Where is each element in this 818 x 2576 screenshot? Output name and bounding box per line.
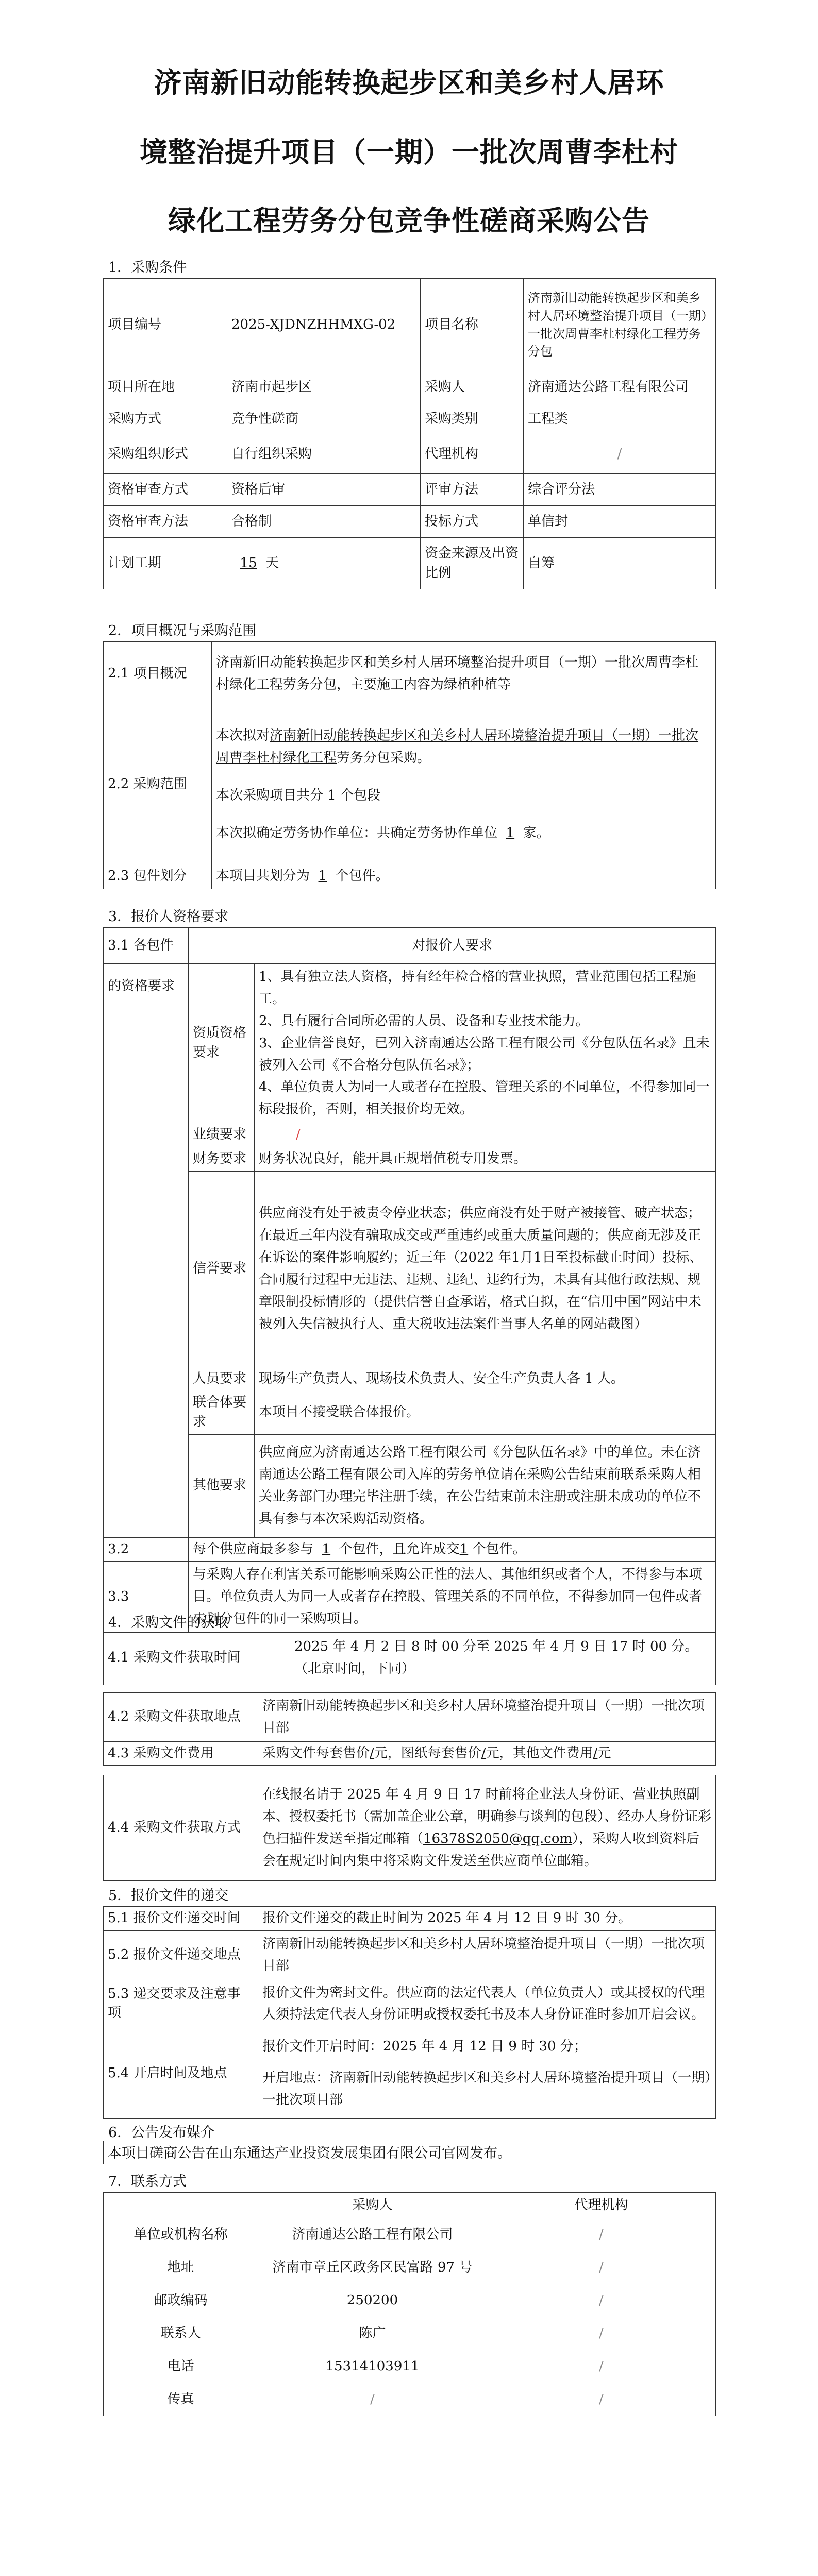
project-location: 济南市起步区	[227, 371, 421, 403]
financial-requirement: 财务状况良好，能开具正规增值税专用发票。	[255, 1147, 716, 1171]
label: 项目所在地	[104, 371, 227, 403]
joint-venture-requirement: 本项目不接受联合体报价。	[255, 1391, 716, 1434]
performance-requirement: /	[255, 1123, 716, 1147]
document-fee	[258, 1741, 716, 1766]
period-days: 15	[240, 555, 257, 571]
label: 3.2	[104, 1537, 189, 1562]
opening-info	[258, 2028, 716, 2119]
fund-source: 自筹	[524, 538, 716, 589]
title-line-2: 境整治提升项目（一期）一批次周曹李杜村	[140, 135, 678, 168]
qual-item: 4、单位负责人为同一人或者存在控股、管理关系的不同单位，不得参加同一标段报价，否则，相关报价均无效。	[259, 1079, 710, 1117]
fee-text: 元，图纸每套售价	[374, 1745, 481, 1761]
label: 2.3 包件划分	[104, 863, 212, 889]
agent-value: /	[487, 2317, 716, 2350]
corner-cell	[104, 2193, 258, 2218]
submission-time: 报价文件递交的截止时间为 2025 年 4 月 12 日 9 时 30 分。	[258, 1907, 716, 1931]
label: 联合体要求	[189, 1391, 255, 1434]
document-place-table	[103, 1692, 716, 1766]
row-label: 单位或机构名称	[104, 2218, 258, 2251]
procurement-scope	[212, 706, 716, 863]
procurement-method: 竞争性磋商	[227, 403, 421, 435]
label: 项目名称	[421, 279, 524, 371]
fee-text: 采购文件每套售价	[262, 1745, 370, 1761]
title-line-1: 济南新旧动能转换起步区和美乡村人居环	[154, 66, 664, 99]
fee-value: /	[593, 1745, 598, 1761]
submission-place: 济南新旧动能转换起步区和美乡村人居环境整治提升项目（一期）一批次项目部	[258, 1930, 716, 1979]
label: 业绩要求	[189, 1123, 255, 1147]
fee-value: /	[370, 1745, 374, 1761]
limit-count: 1	[459, 1541, 469, 1557]
section-5-heading: 5．报价文件的递交	[108, 1888, 229, 1904]
planned-period	[227, 538, 421, 589]
label: 4.3 采购文件费用	[104, 1741, 258, 1766]
buyer-value: 15314103911	[258, 2350, 487, 2383]
scope-text: 劳务分包采购。	[337, 750, 431, 766]
submission-table	[103, 1906, 716, 2119]
limit-text: 个包件。	[472, 1541, 526, 1557]
col-header: 代理机构	[487, 2193, 716, 2218]
label: 资质资格要求	[189, 964, 255, 1123]
label: 3.3	[104, 1562, 189, 1633]
media-notice: 本项目磋商公告在山东通达产业投资发展集团有限公司官网发布。	[103, 2141, 715, 2164]
scope-text: 本次拟对	[216, 728, 270, 744]
label: 5.2 报价文件递交地点	[104, 1930, 258, 1979]
section-6-heading: 6．公告发布媒介	[108, 2125, 215, 2141]
label: 采购方式	[104, 403, 227, 435]
label: 采购人	[421, 371, 524, 403]
label: 其他要求	[189, 1434, 255, 1537]
way-text: ），采购人收到资料后会在规定时间内集中将采购文件发送至供应商单位邮箱。	[262, 1831, 700, 1869]
review-type: 资格后审	[227, 474, 421, 506]
fee-value: /	[481, 1745, 486, 1761]
qualification-requirements	[255, 964, 716, 1123]
label: 采购类别	[421, 403, 524, 435]
label: 4.2 采购文件获取地点	[104, 1693, 258, 1742]
label: 项目编号	[104, 279, 227, 371]
project-overview: 济南新旧动能转换起步区和美乡村人居环境整治提升项目（一期）一批次周曹李杜村绿化工程劳务分包，主要施工内容为绿植种植等	[212, 642, 716, 706]
scope-packages: 本次采购项目共分 1 个包段	[216, 788, 381, 803]
package-limit	[189, 1537, 716, 1562]
scope-project: 济南新旧动能转换起步区和美乡村人居环境整治提升项目（一期）一批次周曹李杜村绿化工程	[216, 728, 699, 766]
section-1-heading: 1．采购条件	[108, 260, 187, 276]
pkg-text: 本项目共划分为	[216, 868, 310, 884]
conflict-of-interest: 与采购人存在利害关系可能影响采购公正性的法人、其他组织或者个人，不得参与本项目。单位负责人为同一人或者存在控股、管理关系的不同单位，不得参加同一包件或者未划分包件的同一采购项目。	[189, 1562, 716, 1633]
buyer-value: 济南通达公路工程有限公司	[258, 2218, 487, 2251]
project-overview-table	[103, 641, 716, 889]
document-acquisition-table	[103, 1631, 716, 1685]
buyer-value: 济南市章丘区政务区民富路 97 号	[258, 2251, 487, 2284]
limit-text: 个包件，且允许成交	[339, 1541, 460, 1557]
title-line-3: 绿化工程劳务分包竞争性磋商采购公告	[168, 204, 650, 237]
agent: /	[524, 435, 716, 474]
section-7-heading: 7．联系方式	[108, 2174, 187, 2190]
project-name: 济南新旧动能转换起步区和美乡村人居环境整治提升项目（一期）一批次周曹李杜村绿化工程劳务分包	[524, 279, 716, 371]
review-method: 合格制	[227, 506, 421, 538]
agent-value: /	[487, 2350, 716, 2383]
procurement-conditions-table	[103, 278, 716, 589]
qual-item: 3、企业信誉良好，已列入济南通达公路工程有限公司《分包队伍名录》且未被列入公司《不合格分包队伍名录》；	[259, 1035, 710, 1073]
agent-value: /	[487, 2218, 716, 2251]
label: 代理机构	[421, 435, 524, 474]
label: 5.4 开启时间及地点	[104, 2028, 258, 2119]
label: 4.4 采购文件获取方式	[104, 1775, 258, 1881]
col-header: 采购人	[258, 2193, 487, 2218]
other-requirement: 供应商应为济南通达公路工程有限公司《分包队伍名录》中的单位。未在济南通达公路工程有限公司入库的劳务单位请在采购公告结束前联系采购人相关业务部门办理完毕注册手续，在公告结束前未注册或注册未成功的单位不具有参与本次采购活动资格。	[255, 1434, 716, 1537]
buyer-value: 陈广	[258, 2317, 487, 2350]
qual-item: 2、具有履行合同所必需的人员、设备和专业技术能力。	[259, 1013, 589, 1029]
label: 资格审查方式	[104, 474, 227, 506]
limit-text: 每个供应商最多参与	[193, 1541, 314, 1557]
unit-count: 1	[506, 825, 515, 841]
agent-value: /	[487, 2284, 716, 2317]
label: 信誉要求	[189, 1171, 255, 1367]
row-label: 地址	[104, 2251, 258, 2284]
credit-requirement: 供应商没有处于被责令停业状态；供应商没有处于财产被接管、破产状态；在最近三年内没有骗取成交或严重违约或重大质量问题的；供应商无涉及正在诉讼的案件影响履约；近三年（2022 年1月1日至投标截止时间）投标、合同履行过程中无违法、违规、违纪、违约行为，未具有其他行政法规、规章限制投标情形的（提供信誉自查承诺，格式自拟，在“信用中国”网站中未被列入失信被执行人、重大税收违法案件当事人名单的网站截图）	[255, 1171, 716, 1367]
acquisition-way	[258, 1775, 716, 1881]
contact-table	[103, 2192, 716, 2416]
fee-text: 元，其他文件费用	[486, 1745, 593, 1761]
col-header: 3.1 各包件	[104, 928, 189, 964]
agent-value: /	[487, 2383, 716, 2416]
row-label: 传真	[104, 2383, 258, 2416]
label: 资金来源及出资比例	[421, 538, 524, 589]
row-label: 电话	[104, 2350, 258, 2383]
buyer-value: 250200	[258, 2284, 487, 2317]
agent-value: /	[487, 2251, 716, 2284]
label: 4.1 采购文件获取时间	[104, 1631, 258, 1685]
acquisition-place: 济南新旧动能转换起步区和美乡村人居环境整治提升项目（一期）一批次项目部	[258, 1693, 716, 1742]
procurement-category: 工程类	[524, 403, 716, 435]
row-label: 联系人	[104, 2317, 258, 2350]
qualification-table	[103, 927, 716, 1633]
submission-notes: 报价文件为密封文件。供应商的法定代表人（单位负责人）或其授权的代理人须持法定代表人身份证明或授权委托书及本人身份证准时参加开启会议。	[258, 1979, 716, 2028]
label: 评审方法	[421, 474, 524, 506]
section-3-heading: 3．报价人资格要求	[108, 909, 229, 925]
label: 资格审查方法	[104, 506, 227, 538]
acquisition-time: 2025 年 4 月 2 日 8 时 00 分至 2025 年 4 月 9 日 17 时 00 分。（北京时间，下同）	[258, 1631, 716, 1685]
pkg-text: 个包件。	[335, 868, 389, 884]
way-text: 在线报名请于 2025 年 4 月 9 日 17 时前将企业法人身份证、营业执照副本、授权委托书（需加盖企业公章，明确参与谈判的包段）、经办人身份证彩色扫描件发送至指定邮箱（	[262, 1787, 712, 1846]
label: 2.2 采购范围	[104, 706, 212, 863]
label: 2.1 项目概况	[104, 642, 212, 706]
qual-item: 1、具有独立法人资格，持有经年检合格的营业执照，营业范围包括工程施工。	[259, 969, 696, 1007]
scope-text: 本次拟确定劳务协作单位：共确定劳务协作单位	[216, 825, 498, 841]
bid-method: 单信封	[524, 506, 716, 538]
staff-requirement: 现场生产负责人、现场技术负责人、安全生产负责人各 1 人。	[255, 1367, 716, 1391]
section-4-heading: 4．采购文件的获取	[108, 1615, 229, 1631]
label: 计划工期	[104, 538, 227, 589]
label: 5.1 报价文件递交时间	[104, 1907, 258, 1931]
scope-text: 家。	[523, 825, 550, 841]
package-division	[212, 863, 716, 889]
submission-email[interactable]: 16378S2050@qq.com	[423, 1831, 573, 1846]
fee-text: 元	[597, 1745, 611, 1761]
buyer-value: /	[258, 2383, 487, 2416]
label: 投标方式	[421, 506, 524, 538]
project-number: 2025-XJDNZHHMXG-02	[227, 279, 421, 371]
evaluation-method: 综合评分法	[524, 474, 716, 506]
period-unit: 天	[265, 555, 279, 571]
section-2-heading: 2．项目概况与采购范围	[108, 623, 257, 639]
buyer: 济南通达公路工程有限公司	[524, 371, 716, 403]
qualification-group: 的资格要求	[104, 964, 189, 1538]
pkg-count: 1	[318, 868, 327, 884]
opening-time: 报价文件开启时间：2025 年 4 月 12 日 9 时 30 分；	[262, 2039, 587, 2055]
opening-place: 开启地点：济南新旧动能转换起步区和美乡村人居环境整治提升项目（一期）一批次项目部	[262, 2070, 712, 2108]
label: 采购组织形式	[104, 435, 227, 474]
document-way-table	[103, 1775, 716, 1881]
label: 5.3 递交要求及注意事项	[104, 1979, 258, 2028]
limit-count: 1	[322, 1541, 331, 1557]
row-label: 邮政编码	[104, 2284, 258, 2317]
organization-form: 自行组织采购	[227, 435, 421, 474]
label: 人员要求	[189, 1367, 255, 1391]
col-header: 对报价人要求	[189, 928, 716, 964]
label: 财务要求	[189, 1147, 255, 1171]
